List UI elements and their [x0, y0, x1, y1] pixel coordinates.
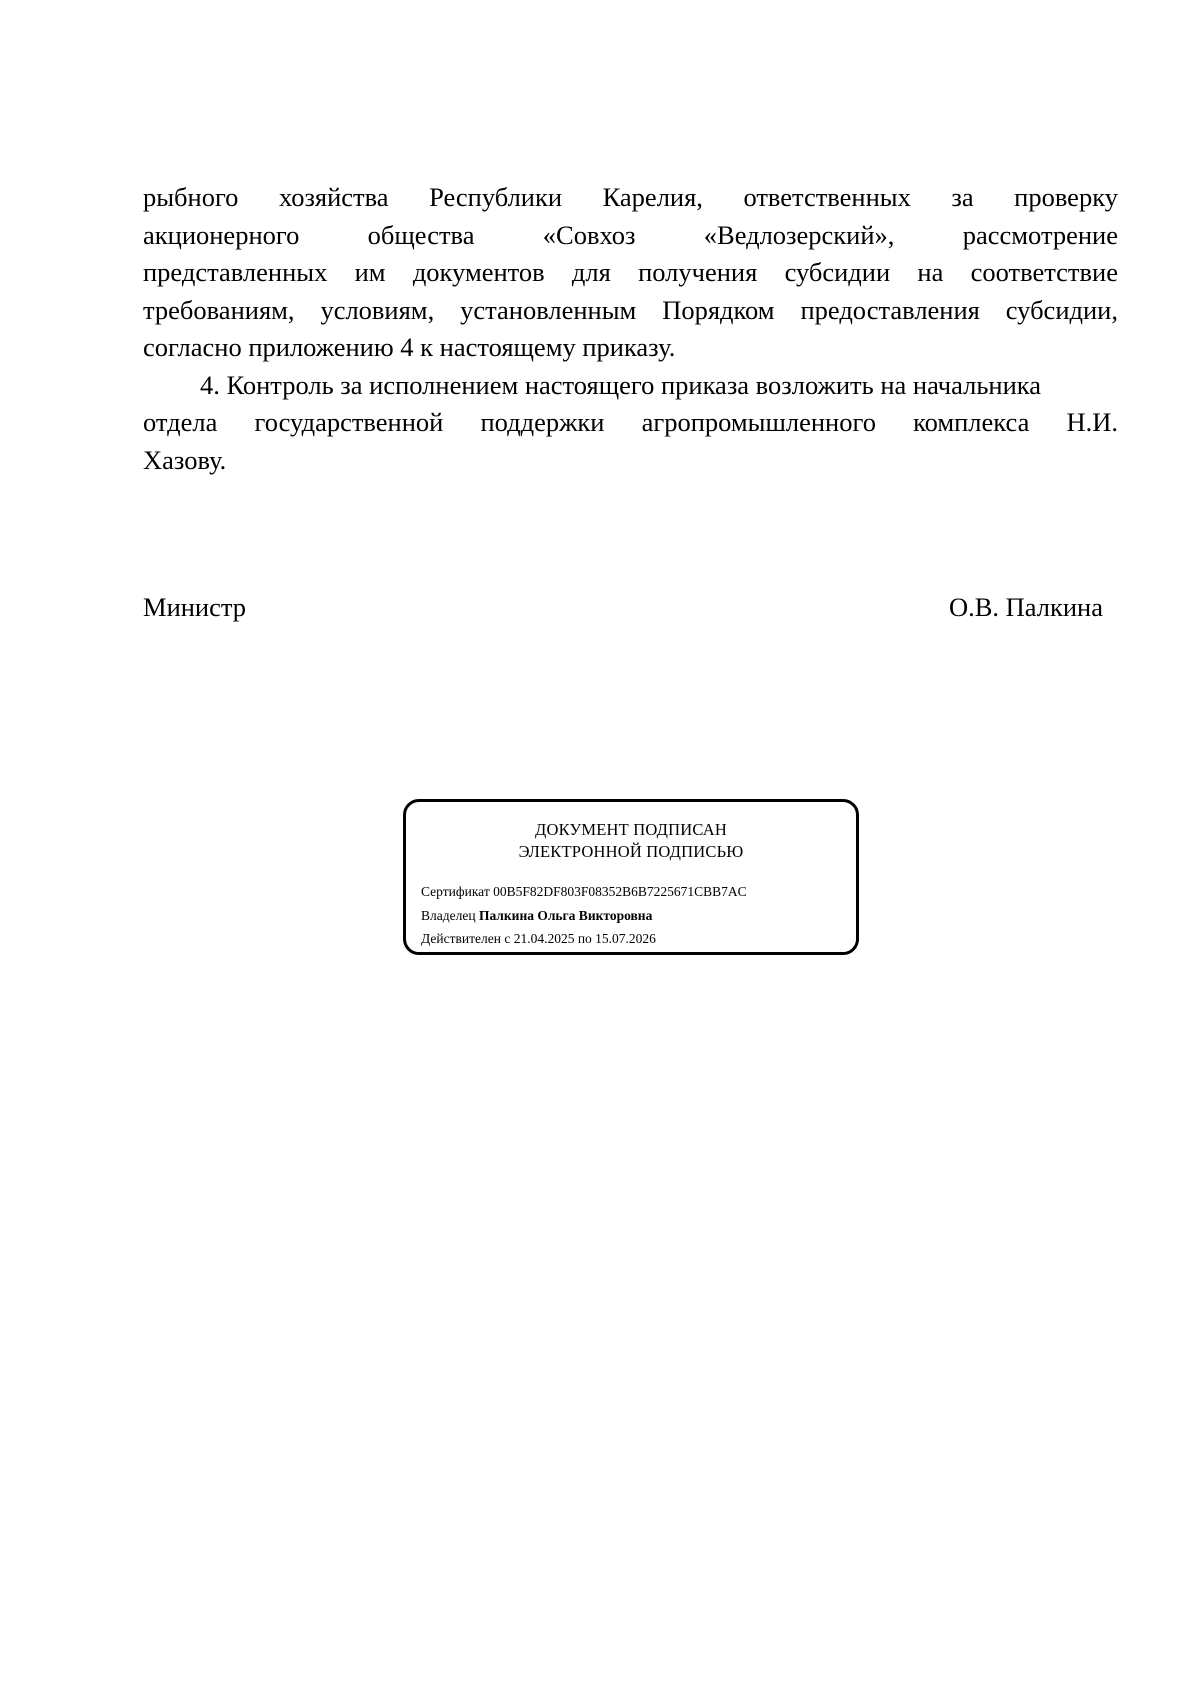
owner-row: [421, 904, 747, 928]
text-line: Хазову.: [143, 444, 227, 475]
item-4-first-line: 4. Контроль за исполнением настоящего приказа возложить на начальника: [200, 369, 1041, 400]
certificate-label: Сертификат: [421, 884, 490, 899]
signatory-title: Министр: [143, 592, 247, 622]
word: рассмотрение: [962, 219, 1118, 250]
certificate-row: [421, 880, 747, 904]
text-line: [143, 254, 1118, 292]
word: им: [354, 257, 386, 287]
text-line: [143, 217, 1118, 255]
stamp-details: [421, 880, 747, 951]
word: Республики: [429, 182, 563, 212]
word: соответствие: [970, 257, 1118, 287]
word: на: [917, 257, 944, 287]
stamp-heading: [406, 819, 856, 863]
word: требованиям,: [143, 294, 295, 325]
word: установленным: [460, 294, 637, 325]
owner-label: Владелец: [421, 907, 476, 923]
word: «Совхоз: [542, 219, 636, 250]
valid-label: Действителен: [421, 931, 501, 946]
document-body: [143, 179, 1118, 479]
text-line: согласно приложению 4 к настоящему приказу.: [143, 332, 676, 362]
word: акционерного: [143, 219, 300, 250]
word: государственной: [254, 407, 444, 437]
word: поддержки: [480, 407, 605, 437]
word: Карелия,: [602, 182, 703, 212]
word: документов: [412, 257, 545, 287]
valid-to-prefix: по: [577, 931, 592, 946]
word: Н.И.: [1066, 407, 1118, 437]
word: для: [571, 257, 611, 287]
certificate-value: 00B5F82DF803F08352B6B7225671CBB7AC: [493, 884, 747, 899]
text-line: [143, 179, 1118, 217]
valid-from: 21.04.2025: [513, 931, 575, 946]
word: комплекса: [913, 407, 1030, 437]
word: субсидии,: [1005, 294, 1118, 325]
word: условиям,: [320, 294, 435, 325]
word: представленных: [143, 257, 328, 287]
word: хозяйства: [278, 182, 389, 212]
valid-from-prefix: с: [504, 931, 511, 946]
word: агропромышленного: [641, 407, 876, 437]
word: рыбного: [143, 182, 239, 212]
word: за: [951, 182, 974, 212]
validity-row: [421, 927, 747, 951]
word: «Ведлозерский»,: [703, 219, 895, 250]
word: субсидии: [784, 257, 891, 287]
word: предоставления: [800, 294, 980, 325]
signatory-name: О.В. Палкина: [948, 592, 1103, 622]
stamp-heading-line: ДОКУМЕНТ ПОДПИСАН: [535, 820, 727, 839]
text-line: [143, 404, 1118, 442]
stamp-heading-line: ЭЛЕКТРОННОЙ ПОДПИСЬЮ: [518, 842, 744, 861]
word: получения: [638, 257, 758, 287]
word: общества: [367, 219, 475, 250]
word: Порядком: [662, 294, 775, 325]
text-line: [143, 292, 1118, 330]
owner-value: Палкина Ольга Викторовна: [478, 907, 653, 923]
word: ответственных: [743, 182, 911, 212]
word: проверку: [1014, 182, 1118, 212]
word: отдела: [143, 407, 218, 437]
valid-to: 15.07.2026: [595, 931, 656, 946]
electronic-signature-stamp: [403, 799, 859, 955]
